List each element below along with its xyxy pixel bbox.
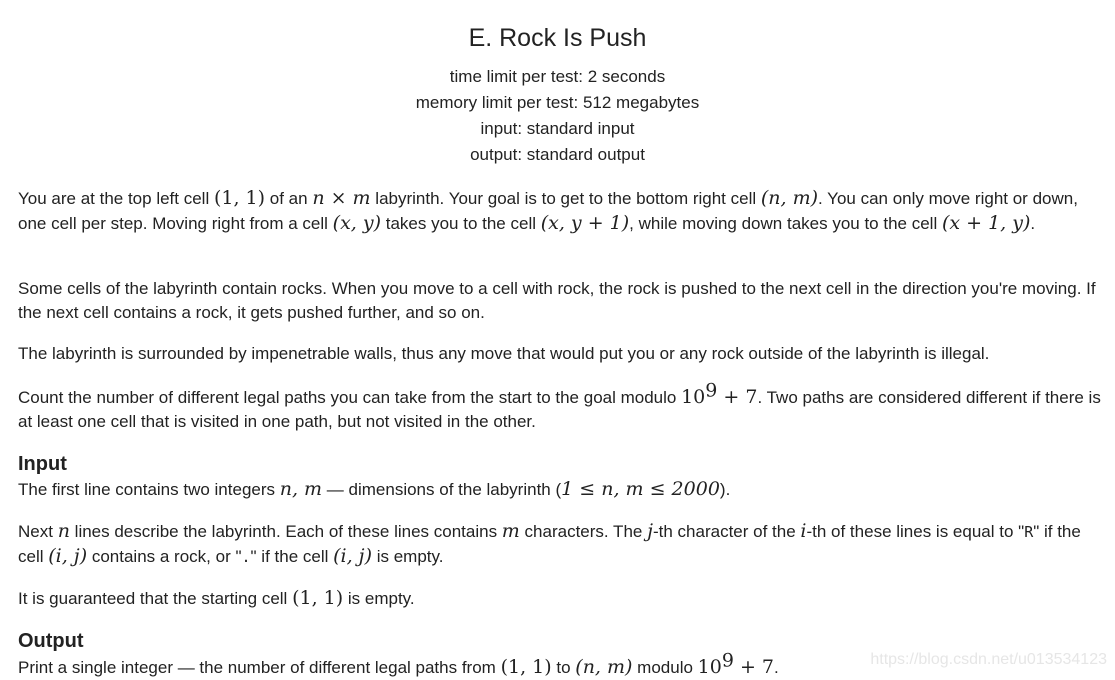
text: You are at the top left cell xyxy=(18,189,214,208)
text: " if the cell xyxy=(18,522,1081,566)
text: lines describe the labyrinth. Each of these lines contains xyxy=(69,522,502,541)
statement-paragraph-2: Some cells of the labyrinth contain rocks. When you move to a cell with rock, the rock is pushed to the next cell in the direction you're moving. If the next cell contains a rock, it gets pushed further, and so on. xyxy=(18,279,1096,322)
text: Count the number of different legal paths you can take from the start to the goal modulo xyxy=(18,388,682,407)
text: to xyxy=(551,658,576,677)
text: ). xyxy=(719,480,731,499)
math-j: j xyxy=(647,520,653,542)
text: , while moving down takes you to the cell xyxy=(629,214,942,233)
math-start-cell: (1, 1) xyxy=(500,656,552,678)
problem-title: E. Rock Is Push xyxy=(468,24,647,52)
math-modulus-base: 10 xyxy=(681,386,706,408)
math-modulus-rest: + 7 xyxy=(733,656,775,678)
code-empty-char: . xyxy=(241,548,251,566)
output-section-title: Output xyxy=(18,630,84,652)
input-file: input: standard input xyxy=(480,119,635,138)
math-cell-right: (x, y + 1) xyxy=(540,212,630,234)
math-n-m: n, m xyxy=(279,478,323,500)
math-n: n xyxy=(57,520,70,542)
math-cell-ij: (i, j) xyxy=(48,545,88,567)
math-cell-xy: (x, y) xyxy=(332,212,382,234)
text: . xyxy=(774,658,779,677)
text: Next xyxy=(18,522,58,541)
input-paragraph-3 xyxy=(18,586,1103,611)
watermark: https://blog.csdn.net/u013534123 xyxy=(870,651,1107,668)
math-constraints: 1 ≤ n, m ≤ 2000 xyxy=(561,478,720,500)
text: — dimensions of the labyrinth ( xyxy=(322,480,562,499)
math-m: m xyxy=(501,520,520,542)
math-goal-cell: (n, m) xyxy=(575,656,633,678)
text: . You can only move right or down, one cell per step. Moving right from a cell xyxy=(18,189,1078,233)
text: . xyxy=(1030,214,1036,233)
text: takes you to the cell xyxy=(381,214,541,233)
math-i: i xyxy=(800,520,807,542)
math-cell-ij: (i, j) xyxy=(333,545,372,567)
math-modulus-rest: + 7 xyxy=(717,386,758,408)
text: labyrinth. Your goal is to get to the bottom right cell xyxy=(370,189,761,208)
statement-paragraph-3: The labyrinth is surrounded by impenetrable walls, thus any move that would put you or any rock outside of the labyrinth is illegal. xyxy=(18,344,990,363)
text: contains a rock, or " xyxy=(87,547,242,566)
text: -th character of the xyxy=(652,522,801,541)
math-modulus-exponent: 9 xyxy=(705,379,718,402)
input-paragraph-1 xyxy=(18,477,1103,502)
text: -th of these lines is equal to " xyxy=(806,522,1025,541)
text: . Two paths are considered different if there is at least one cell that is visited in one path, but not visited in the other. xyxy=(18,388,1101,431)
text: " if the cell xyxy=(250,547,334,566)
math-start-cell: (1, 1) xyxy=(213,187,266,209)
text: It is guaranteed that the starting cell xyxy=(18,589,293,608)
statement-paragraph-1 xyxy=(18,186,1103,236)
text: characters. The xyxy=(519,522,648,541)
math-modulus-exponent: 9 xyxy=(721,649,734,672)
text: is empty. xyxy=(371,547,444,566)
text: The first line contains two integers xyxy=(18,480,280,499)
math-goal-cell: (n, m) xyxy=(760,187,819,209)
math-start-cell: (1, 1) xyxy=(292,587,344,609)
output-file: output: standard output xyxy=(470,145,645,164)
text: of an xyxy=(265,189,313,208)
text: Print a single integer — the number of different legal paths from xyxy=(18,658,501,677)
memory-limit: memory limit per test: 512 megabytes xyxy=(415,93,700,112)
input-paragraph-2 xyxy=(18,519,1103,569)
time-limit: time limit per test: 2 seconds xyxy=(449,67,666,86)
math-modulus-base: 10 xyxy=(697,656,722,678)
code-rock-char: R xyxy=(1024,523,1034,541)
text: modulo xyxy=(632,658,698,677)
input-section-title: Input xyxy=(18,453,67,475)
math-dimensions: n × m xyxy=(312,187,371,209)
statement-paragraph-4 xyxy=(18,379,1103,434)
math-cell-down: (x + 1, y) xyxy=(941,212,1031,234)
text: is empty. xyxy=(343,589,415,608)
